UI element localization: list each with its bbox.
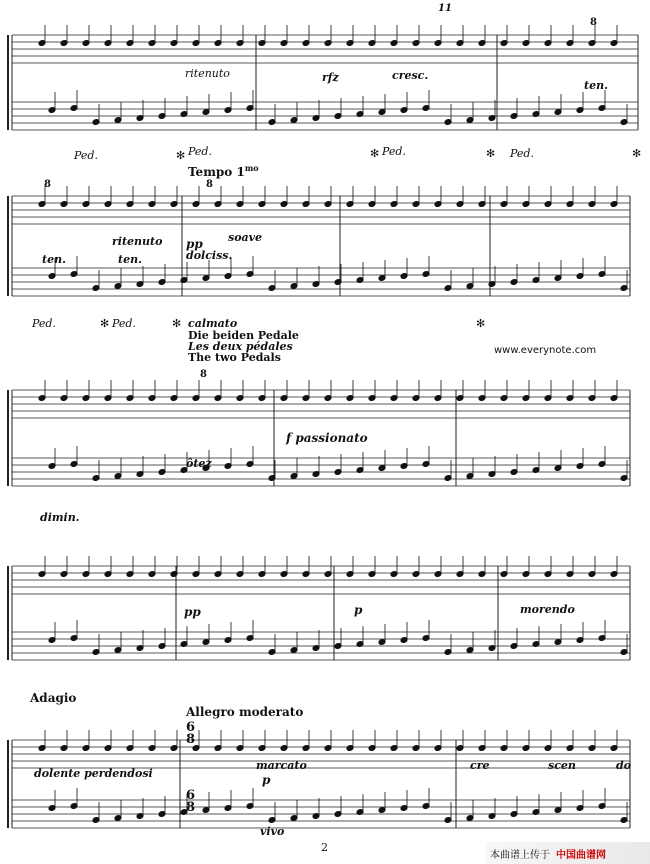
brand-text: 本曲谱上传于	[490, 849, 550, 861]
p-mark: p	[262, 773, 271, 787]
pedal-mark: Ped.	[510, 147, 534, 160]
ten-mark: ten.	[584, 79, 608, 92]
brand-logo: 中国曲谱网	[556, 849, 606, 861]
allegro-moderato-label: Allegro moderato	[186, 705, 304, 719]
scen-mark: scen	[548, 759, 576, 772]
time-sig-six: 6	[186, 720, 196, 735]
pedal-release-mark: ✻	[176, 149, 186, 162]
ten-mark: ten.	[42, 253, 66, 266]
pedal-note-en: The two Pedals	[188, 351, 281, 364]
pedal-mark: Ped.	[74, 149, 98, 162]
pedal-release-mark: ✻	[370, 147, 380, 160]
pedal-release-mark: ✻	[632, 147, 642, 160]
ten-mark: ten.	[118, 253, 142, 266]
dolciss-mark: dolciss.	[186, 249, 233, 262]
calmato-mark: calmato	[188, 317, 238, 330]
time-sig-eight: 8	[186, 732, 196, 747]
ritenuto-mark: ritenuto	[112, 235, 163, 248]
otez-mark: ôtez	[186, 457, 212, 470]
pedal-mark: Ped.	[188, 145, 212, 158]
ottava-mark: 8	[590, 17, 597, 28]
time-sig-six: 6	[186, 788, 196, 803]
ottava-mark: 8	[206, 179, 213, 190]
pedal-note-fr: Les deux pédales	[188, 340, 293, 353]
pedal-release-mark: ✻	[172, 317, 182, 330]
vivo-mark: vivo	[260, 825, 285, 838]
pedal-release-mark: ✻	[476, 317, 486, 330]
rfz-mark: rfz	[322, 71, 339, 84]
tuplet-eleven: 11	[438, 3, 452, 14]
pedal-release-mark: ✻	[486, 147, 496, 160]
do-mark: do	[616, 759, 632, 772]
cresc-mark: cresc.	[392, 69, 429, 82]
page-number: 2	[321, 841, 328, 854]
time-sig-eight: 8	[186, 800, 196, 815]
site-brand-banner	[486, 842, 650, 864]
ottava-mark: 8	[44, 179, 51, 190]
website-watermark: www.everynote.com	[494, 345, 597, 356]
pedal-note-de: Die beiden Pedale	[188, 329, 299, 342]
f-passionato-mark: f passionato	[286, 431, 368, 445]
morendo-mark: morendo	[520, 603, 575, 616]
pedal-release-mark: ✻	[100, 317, 110, 330]
pedal-mark: Ped.	[32, 317, 56, 330]
marcato-mark: marcato	[256, 759, 307, 772]
pp-mark: pp	[184, 605, 201, 619]
dolente-mark: dolente perdendosi	[34, 767, 153, 780]
adagio-label: Adagio	[30, 691, 77, 705]
tempo-primo-label: Tempo $1^{mo}$	[188, 163, 259, 179]
p-mark: p	[354, 603, 363, 617]
pedal-mark: Ped.	[382, 145, 406, 158]
soave-mark: soave	[228, 231, 263, 244]
ottava-mark: 8	[200, 369, 207, 380]
cre-mark: cre	[470, 759, 490, 772]
ritenuto-mark: ritenuto	[185, 67, 230, 80]
pp-mark: pp	[186, 237, 203, 251]
diminuendo-mark: dimin.	[40, 511, 80, 524]
pedal-mark: Ped.	[112, 317, 136, 330]
